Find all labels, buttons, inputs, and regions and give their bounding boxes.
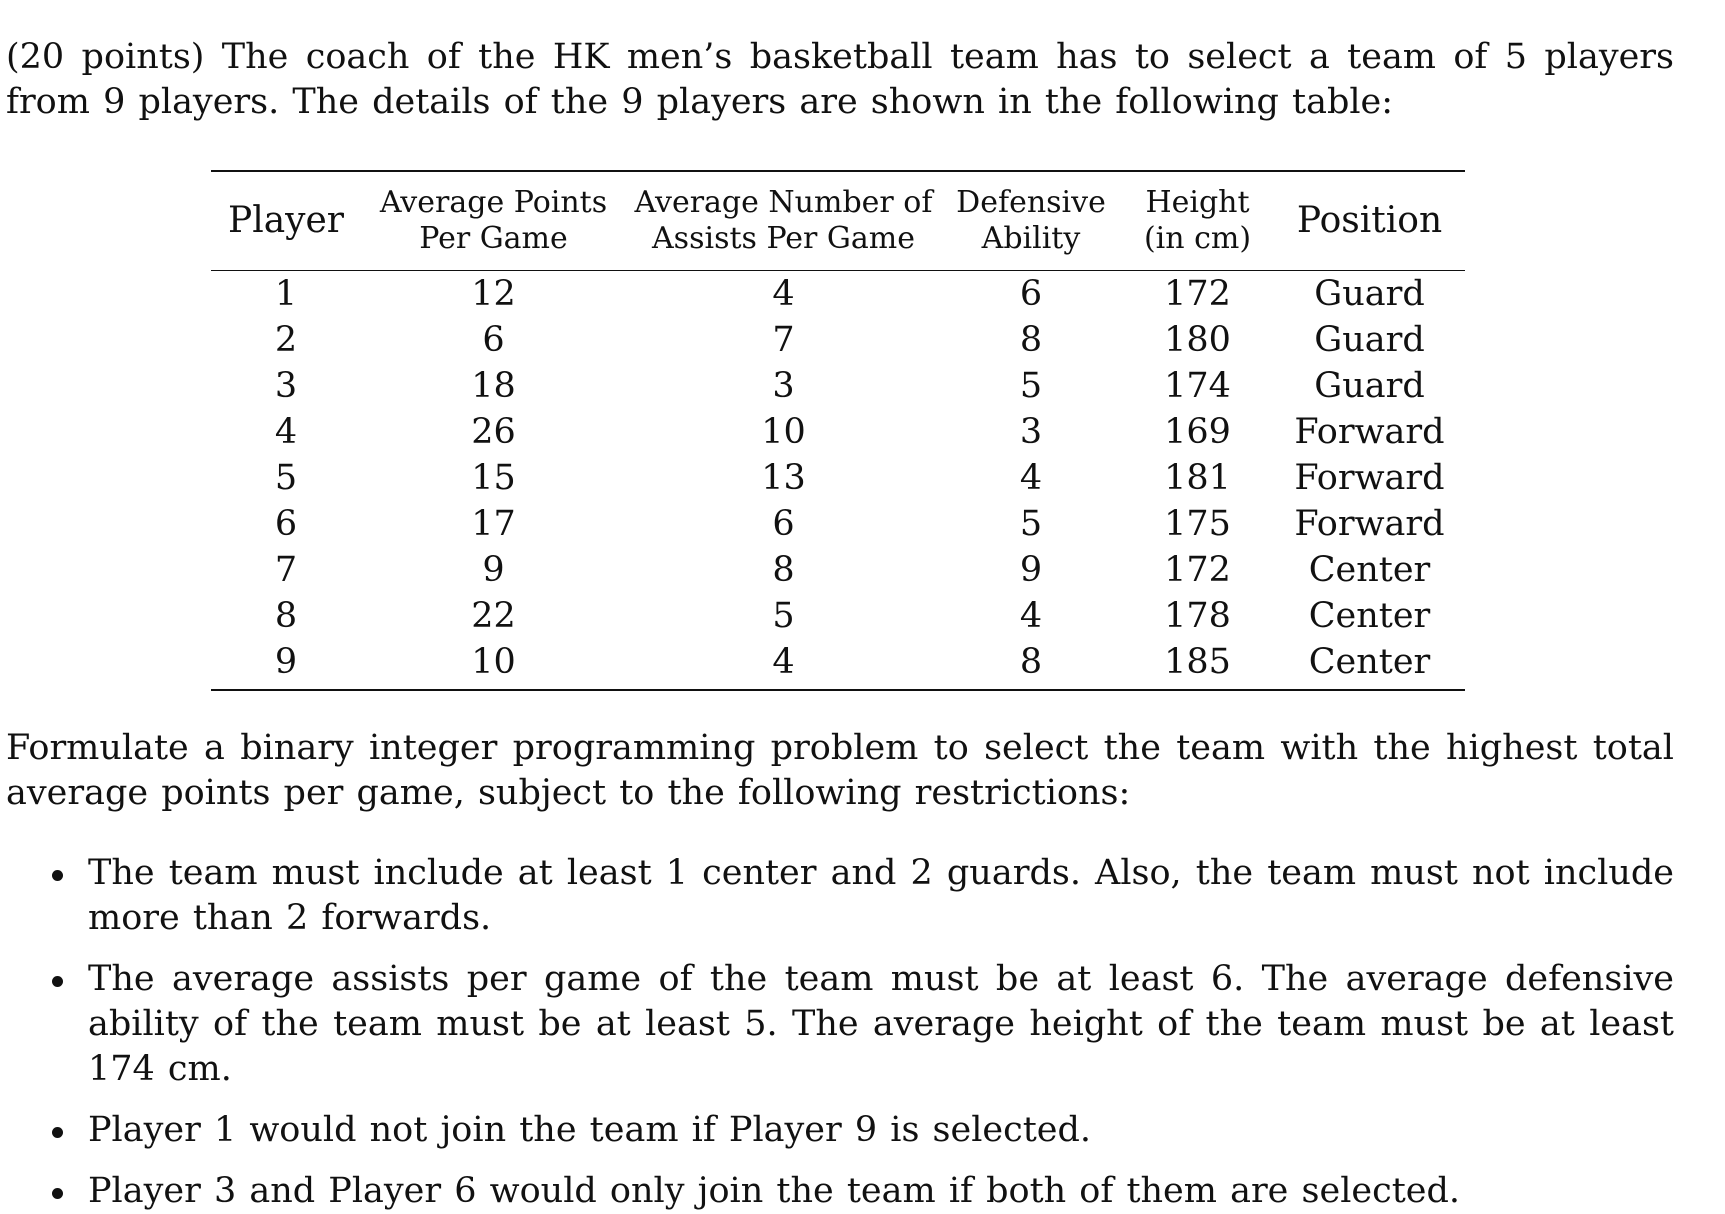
table-row	[211, 270, 1465, 317]
cell-position: Guard	[1314, 273, 1425, 314]
header-avg-assists	[626, 171, 941, 270]
cell-player: 2	[274, 319, 298, 360]
cell-points: 6	[482, 319, 505, 360]
table-row	[211, 455, 1465, 501]
table-row	[211, 409, 1465, 455]
restriction-text: The average assists per game of the team must be at least 6. The average defensive ability of the team must be at least 5. The average height of the team must be at least 174 cm.	[88, 959, 1674, 1089]
cell-assists: 4	[772, 273, 795, 314]
cell-defense: 8	[1019, 641, 1043, 682]
cell-assists: 13	[761, 457, 806, 498]
header-position	[1274, 171, 1465, 270]
cell-defense: 3	[1019, 411, 1043, 452]
cell-points: 22	[471, 595, 516, 636]
cell-defense: 9	[1019, 549, 1043, 590]
cell-player: 4	[274, 411, 298, 452]
table-row	[211, 317, 1465, 363]
cell-defense: 4	[1019, 595, 1043, 636]
cell-height: 178	[1164, 595, 1231, 636]
restriction-item	[48, 1108, 1674, 1153]
cell-position: Guard	[1314, 365, 1425, 406]
cell-height: 185	[1164, 641, 1231, 682]
cell-defense: 8	[1019, 319, 1043, 360]
table-row	[211, 501, 1465, 547]
table-header	[211, 171, 1465, 270]
cell-assists: 7	[772, 319, 795, 360]
header-avg-points-line1: Average Points	[379, 184, 608, 220]
cell-position: Guard	[1314, 319, 1425, 360]
cell-defense: 5	[1019, 365, 1043, 406]
formulate-paragraph: Formulate a binary integer programming problem to select the team with the highest total average points per game, subject to the following restrictions:	[6, 728, 1674, 813]
table-row	[211, 593, 1465, 639]
cell-height: 172	[1164, 549, 1231, 590]
cell-player: 5	[274, 457, 298, 498]
cell-points: 15	[471, 457, 516, 498]
cell-height: 181	[1164, 457, 1231, 498]
cell-player: 8	[274, 595, 298, 636]
header-height-line2: (in cm)	[1143, 220, 1252, 256]
header-defensive-ability	[941, 171, 1121, 270]
cell-defense: 6	[1019, 273, 1043, 314]
restrictions-list	[48, 851, 1674, 1214]
header-height	[1121, 171, 1274, 270]
table-row	[211, 363, 1465, 409]
restriction-item	[48, 851, 1674, 941]
table-row	[211, 547, 1465, 593]
cell-points: 26	[471, 411, 516, 452]
cell-points: 18	[471, 365, 516, 406]
cell-points: 17	[471, 503, 516, 544]
header-avg-assists-line1: Average Number of	[634, 184, 933, 220]
header-player	[211, 171, 361, 270]
table-header-row	[211, 171, 1465, 270]
cell-player: 3	[274, 365, 298, 406]
header-defensive-line2: Ability	[981, 220, 1081, 256]
restriction-text: Player 3 and Player 6 would only join the team if both of them are selected.	[88, 1171, 1461, 1211]
cell-position: Forward	[1294, 411, 1445, 452]
cell-points: 9	[482, 549, 505, 590]
cell-assists: 5	[772, 595, 795, 636]
cell-player: 7	[274, 549, 298, 590]
cell-points: 12	[471, 273, 516, 314]
bullet-icon	[52, 1188, 63, 1199]
header-avg-assists-line2: Assists Per Game	[652, 220, 915, 256]
header-player-label: Player	[227, 199, 345, 241]
players-table-container	[211, 170, 1465, 691]
bullet-icon	[52, 870, 63, 881]
restriction-text: The team must include at least 1 center and 2 guards. Also, the team must not include more than 2 forwards.	[88, 853, 1674, 938]
cell-defense: 5	[1019, 503, 1043, 544]
cell-position: Forward	[1294, 457, 1445, 498]
table-row	[211, 639, 1465, 690]
cell-player: 9	[274, 641, 298, 682]
header-avg-points	[361, 171, 626, 270]
intro-paragraph: (20 points) The coach of the HK men’s basketball team has to select a team of 5 players from 9 players. The details of the 9 players are shown in the following table:	[6, 37, 1674, 122]
header-avg-points-line2: Per Game	[419, 220, 568, 256]
bullet-icon	[52, 1127, 63, 1138]
restriction-item	[48, 1169, 1674, 1214]
restriction-item	[48, 957, 1674, 1092]
players-table	[211, 170, 1465, 691]
cell-height: 174	[1164, 365, 1231, 406]
bullet-icon	[52, 976, 63, 987]
cell-position: Center	[1308, 549, 1431, 590]
header-position-label: Position	[1296, 199, 1443, 241]
cell-points: 10	[471, 641, 516, 682]
cell-assists: 10	[761, 411, 806, 452]
cell-position: Center	[1308, 595, 1431, 636]
cell-assists: 3	[772, 365, 795, 406]
cell-height: 169	[1164, 411, 1231, 452]
table-body	[211, 270, 1465, 690]
cell-assists: 8	[772, 549, 795, 590]
header-defensive-line1: Defensive	[956, 184, 1106, 220]
cell-position: Forward	[1294, 503, 1445, 544]
cell-height: 172	[1164, 273, 1231, 314]
cell-player: 1	[274, 273, 298, 314]
cell-assists: 6	[772, 503, 795, 544]
header-height-line1: Height	[1145, 184, 1250, 220]
cell-assists: 4	[772, 641, 795, 682]
cell-height: 180	[1164, 319, 1231, 360]
cell-position: Center	[1308, 641, 1431, 682]
cell-defense: 4	[1019, 457, 1043, 498]
cell-height: 175	[1164, 503, 1231, 544]
cell-player: 6	[274, 503, 298, 544]
restriction-text: Player 1 would not join the team if Player 9 is selected.	[88, 1110, 1092, 1150]
